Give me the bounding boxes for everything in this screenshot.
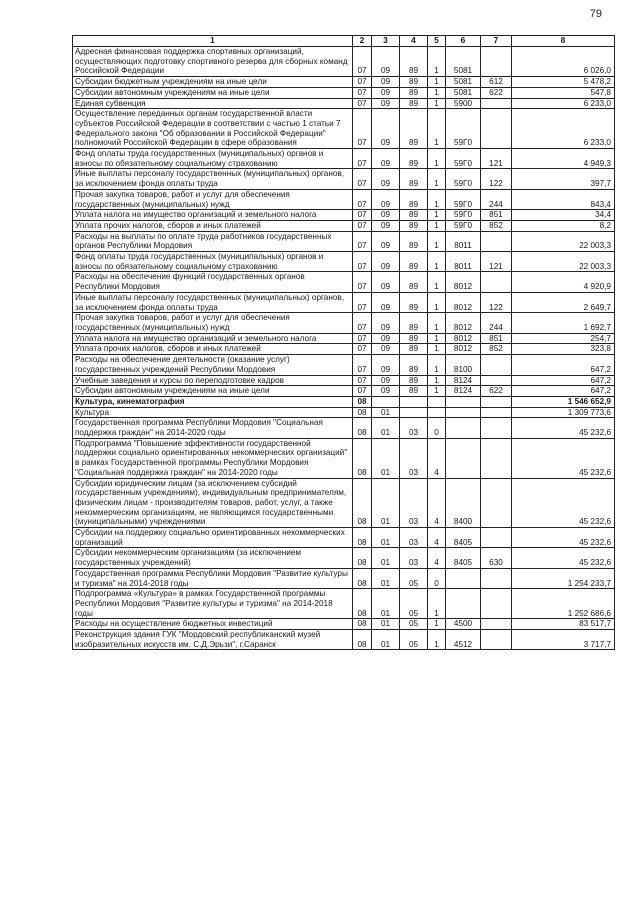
row-code-cell	[446, 396, 481, 407]
row-code-cell: 08	[353, 568, 372, 588]
row-name-cell: Субсидии автономным учреждениям на иные цели	[73, 87, 353, 98]
row-amount-cell: 45 232,6	[512, 418, 615, 438]
table-row	[73, 189, 615, 209]
row-amount-cell: 547,8	[512, 87, 615, 98]
header-cell: 5	[428, 36, 446, 47]
row-code-cell: 89	[400, 210, 428, 221]
table-row	[73, 396, 615, 407]
table-row	[73, 98, 615, 109]
row-code-cell: 1	[428, 109, 446, 149]
table-row	[73, 231, 615, 251]
row-code-cell: 07	[353, 47, 372, 77]
row-code-cell: 05	[400, 568, 428, 588]
row-code-cell: 07	[353, 149, 372, 169]
row-code-cell	[481, 355, 512, 375]
table-row	[73, 418, 615, 438]
row-code-cell	[428, 396, 446, 407]
row-code-cell: 8012	[446, 272, 481, 292]
row-code-cell: 121	[481, 149, 512, 169]
row-name-cell: Субсидии некоммерческим организациям (за исключением государственных учреждений)	[73, 548, 353, 568]
row-code-cell: 09	[372, 210, 400, 221]
row-amount-cell: 22 003,3	[512, 252, 615, 272]
row-code-cell: 5900	[446, 98, 481, 109]
row-code-cell: 630	[481, 548, 512, 568]
row-code-cell: 1	[428, 333, 446, 344]
row-code-cell: 1	[428, 386, 446, 397]
row-name-cell: Учебные заведения и курсы по переподготовке кадров	[73, 375, 353, 386]
row-name-cell: Подпрограмма "Повышение эффективности государственной поддержки социально ориентированных некоммерческих организаций" в рамках Государственной программы Республики Мордовия "Социальная поддержка граждан" на 2014-2020 годы	[73, 438, 353, 478]
row-code-cell: 07	[353, 313, 372, 333]
row-code-cell: 05	[400, 589, 428, 619]
row-code-cell	[481, 568, 512, 588]
row-name-cell: Государственная программа Республики Мордовия "Развитие культуры и туризма" на 2014-2018 годы	[73, 568, 353, 588]
row-name-cell: Прочая закупка товаров, работ и услуг для обеспечения государственных (муниципальных) нужд	[73, 313, 353, 333]
row-code-cell: 07	[353, 220, 372, 231]
row-code-cell	[481, 418, 512, 438]
row-code-cell: 07	[353, 252, 372, 272]
row-code-cell: 08	[353, 528, 372, 548]
row-amount-cell: 6 233,0	[512, 109, 615, 149]
row-code-cell	[481, 630, 512, 650]
row-code-cell: 01	[372, 548, 400, 568]
row-code-cell	[446, 418, 481, 438]
row-code-cell: 05	[400, 630, 428, 650]
row-code-cell: 07	[353, 109, 372, 149]
row-name-cell: Субсидии автономным учреждениям на иные цели	[73, 386, 353, 397]
row-code-cell: 07	[353, 231, 372, 251]
row-amount-cell: 647,2	[512, 355, 615, 375]
row-code-cell	[400, 396, 428, 407]
row-code-cell: 122	[481, 292, 512, 312]
row-code-cell: 07	[353, 344, 372, 355]
row-name-cell: Адресная финансовая поддержка спортивных организаций, осуществляющих подготовку спортивного резерва для сборных команд Российской Федерации	[73, 47, 353, 77]
row-name-cell: Единая субвенция	[73, 98, 353, 109]
row-code-cell: 89	[400, 47, 428, 77]
row-name-cell: Культура	[73, 407, 353, 418]
row-code-cell: 05	[400, 619, 428, 630]
row-code-cell	[481, 272, 512, 292]
header-cell: 3	[372, 36, 400, 47]
row-code-cell: 89	[400, 220, 428, 231]
table-row	[73, 292, 615, 312]
table-row	[73, 169, 615, 189]
row-name-cell: Расходы на обеспечение функций государственных органов Республики Мордовия	[73, 272, 353, 292]
row-code-cell: 59Г0	[446, 210, 481, 221]
row-code-cell: 1	[428, 252, 446, 272]
row-code-cell	[481, 619, 512, 630]
row-amount-cell: 1 254 233,7	[512, 568, 615, 588]
row-code-cell: 8011	[446, 231, 481, 251]
row-code-cell: 851	[481, 210, 512, 221]
row-amount-cell: 8,2	[512, 220, 615, 231]
row-code-cell	[481, 589, 512, 619]
row-code-cell: 5081	[446, 47, 481, 77]
row-code-cell: 09	[372, 292, 400, 312]
row-code-cell: 07	[353, 77, 372, 88]
row-name-cell: Фонд оплаты труда государственных (муниципальных) органов и взносы по обязательному социальному страхованию	[73, 252, 353, 272]
row-code-cell: 4	[428, 478, 446, 528]
row-code-cell: 89	[400, 252, 428, 272]
row-code-cell: 08	[353, 589, 372, 619]
row-code-cell: 8405	[446, 528, 481, 548]
row-amount-cell: 34,4	[512, 210, 615, 221]
row-code-cell: 59Г0	[446, 149, 481, 169]
row-code-cell: 09	[372, 355, 400, 375]
row-code-cell: 09	[372, 252, 400, 272]
row-code-cell: 59Г0	[446, 109, 481, 149]
row-name-cell: Расходы на обеспечение деятельности (оказание услуг) государственных учреждений Республики Мордовия	[73, 355, 353, 375]
row-code-cell	[481, 396, 512, 407]
row-code-cell	[481, 47, 512, 77]
row-code-cell: 09	[372, 231, 400, 251]
row-code-cell: 5081	[446, 87, 481, 98]
row-amount-cell: 45 232,6	[512, 548, 615, 568]
row-code-cell: 89	[400, 292, 428, 312]
table-row	[73, 87, 615, 98]
table-row	[73, 333, 615, 344]
row-code-cell: 622	[481, 386, 512, 397]
header-row	[73, 36, 615, 47]
row-name-cell: Расходы на осуществление бюджетных инвестиций	[73, 619, 353, 630]
row-code-cell: 8012	[446, 344, 481, 355]
row-code-cell	[446, 407, 481, 418]
row-code-cell: 09	[372, 149, 400, 169]
row-code-cell	[481, 98, 512, 109]
row-amount-cell: 4 949,3	[512, 149, 615, 169]
row-code-cell: 07	[353, 333, 372, 344]
row-amount-cell: 6 233,0	[512, 98, 615, 109]
row-amount-cell: 83 517,7	[512, 619, 615, 630]
row-amount-cell: 1 692,7	[512, 313, 615, 333]
row-name-cell: Государственная программа Республики Мордовия "Социальная поддержка граждан" на 2014-2020 годы	[73, 418, 353, 438]
row-code-cell: 244	[481, 313, 512, 333]
row-code-cell: 59Г0	[446, 220, 481, 231]
row-amount-cell: 254,7	[512, 333, 615, 344]
row-code-cell	[446, 568, 481, 588]
table-row	[73, 630, 615, 650]
row-code-cell: 07	[353, 189, 372, 209]
row-code-cell: 01	[372, 619, 400, 630]
row-code-cell: 08	[353, 418, 372, 438]
row-code-cell: 5081	[446, 77, 481, 88]
row-amount-cell: 843,4	[512, 189, 615, 209]
row-code-cell: 89	[400, 169, 428, 189]
row-code-cell: 01	[372, 478, 400, 528]
row-code-cell: 8400	[446, 478, 481, 528]
row-code-cell: 09	[372, 344, 400, 355]
table-row	[73, 355, 615, 375]
table-row	[73, 272, 615, 292]
row-code-cell: 08	[353, 630, 372, 650]
row-code-cell: 89	[400, 333, 428, 344]
row-code-cell: 1	[428, 313, 446, 333]
row-code-cell: 244	[481, 189, 512, 209]
row-amount-cell: 647,2	[512, 386, 615, 397]
row-amount-cell: 323,8	[512, 344, 615, 355]
row-code-cell: 89	[400, 386, 428, 397]
row-name-cell: Расходы на выплаты по оплате труда работников государственных органов Республики Мордовия	[73, 231, 353, 251]
row-name-cell: Иные выплаты персоналу государственных (муниципальных) органов, за исключением фонда оплаты труда	[73, 292, 353, 312]
row-code-cell: 07	[353, 98, 372, 109]
row-code-cell: 4	[428, 438, 446, 478]
row-code-cell: 89	[400, 344, 428, 355]
row-code-cell: 622	[481, 87, 512, 98]
row-code-cell: 09	[372, 109, 400, 149]
row-code-cell: 09	[372, 98, 400, 109]
row-code-cell: 89	[400, 109, 428, 149]
row-code-cell: 03	[400, 548, 428, 568]
row-code-cell: 4	[428, 548, 446, 568]
row-code-cell: 08	[353, 478, 372, 528]
row-code-cell: 07	[353, 272, 372, 292]
row-code-cell: 09	[372, 375, 400, 386]
row-code-cell: 1	[428, 355, 446, 375]
row-name-cell: Уплата налога на имущество организаций и земельного налога	[73, 333, 353, 344]
row-amount-cell: 2 649,7	[512, 292, 615, 312]
row-code-cell: 851	[481, 333, 512, 344]
row-name-cell: Субсидии бюджетным учреждениям на иные цели	[73, 77, 353, 88]
header-cell: 1	[73, 36, 353, 47]
table-row	[73, 109, 615, 149]
row-code-cell	[481, 375, 512, 386]
row-code-cell: 59Г0	[446, 169, 481, 189]
row-name-cell: Прочая закупка товаров, работ и услуг для обеспечения государственных (муниципальных) нужд	[73, 189, 353, 209]
row-code-cell: 1	[428, 619, 446, 630]
row-name-cell: Фонд оплаты труда государственных (муниципальных) органов и взносы по обязательному социальному страхованию	[73, 149, 353, 169]
row-code-cell: 01	[372, 630, 400, 650]
table-row	[73, 478, 615, 528]
row-code-cell: 89	[400, 272, 428, 292]
table-row	[73, 528, 615, 548]
row-code-cell: 1	[428, 169, 446, 189]
budget-table-container	[72, 35, 614, 650]
row-code-cell: 09	[372, 169, 400, 189]
row-code-cell	[400, 407, 428, 418]
row-code-cell: 1	[428, 47, 446, 77]
row-code-cell: 1	[428, 98, 446, 109]
row-code-cell: 01	[372, 438, 400, 478]
row-code-cell: 852	[481, 344, 512, 355]
row-code-cell: 8124	[446, 386, 481, 397]
row-code-cell: 01	[372, 407, 400, 418]
row-code-cell: 03	[400, 528, 428, 548]
row-code-cell: 8012	[446, 292, 481, 312]
row-code-cell: 89	[400, 98, 428, 109]
header-cell: 2	[353, 36, 372, 47]
row-code-cell: 09	[372, 220, 400, 231]
row-amount-cell: 1 309 773,6	[512, 407, 615, 418]
row-code-cell: 03	[400, 438, 428, 478]
row-code-cell: 09	[372, 333, 400, 344]
row-code-cell: 121	[481, 252, 512, 272]
row-code-cell: 852	[481, 220, 512, 231]
row-code-cell: 89	[400, 313, 428, 333]
row-amount-cell: 4 920,9	[512, 272, 615, 292]
row-name-cell: Уплата налога на имущество организаций и земельного налога	[73, 210, 353, 221]
row-code-cell: 89	[400, 355, 428, 375]
table-row	[73, 386, 615, 397]
row-code-cell: 89	[400, 189, 428, 209]
row-amount-cell: 5 478,2	[512, 77, 615, 88]
table-row	[73, 149, 615, 169]
row-code-cell: 8124	[446, 375, 481, 386]
row-code-cell: 1	[428, 189, 446, 209]
row-code-cell: 07	[353, 210, 372, 221]
row-name-cell: Уплата прочих налогов, сборов и иных платежей	[73, 344, 353, 355]
table-row	[73, 619, 615, 630]
row-code-cell: 09	[372, 47, 400, 77]
row-code-cell: 01	[372, 528, 400, 548]
row-amount-cell: 1 252 686,6	[512, 589, 615, 619]
row-name-cell: Иные выплаты персоналу государственных (муниципальных) органов, за исключением фонда оплаты труда	[73, 169, 353, 189]
row-amount-cell: 1 546 652,9	[512, 396, 615, 407]
row-amount-cell: 45 232,6	[512, 528, 615, 548]
row-code-cell	[481, 231, 512, 251]
row-code-cell	[481, 407, 512, 418]
row-code-cell: 1	[428, 589, 446, 619]
row-code-cell: 89	[400, 375, 428, 386]
row-code-cell: 01	[372, 418, 400, 438]
row-code-cell: 08	[353, 407, 372, 418]
table-row	[73, 344, 615, 355]
table-row	[73, 438, 615, 478]
row-code-cell: 09	[372, 313, 400, 333]
row-code-cell: 1	[428, 630, 446, 650]
row-code-cell: 4500	[446, 619, 481, 630]
row-code-cell: 1	[428, 292, 446, 312]
row-code-cell: 07	[353, 292, 372, 312]
row-code-cell: 07	[353, 355, 372, 375]
row-code-cell: 89	[400, 77, 428, 88]
table-row	[73, 568, 615, 588]
row-code-cell: 8011	[446, 252, 481, 272]
row-code-cell: 59Г0	[446, 189, 481, 209]
row-name-cell: Уплата прочих налогов, сборов и иных платежей	[73, 220, 353, 231]
row-code-cell	[481, 109, 512, 149]
header-cell: 8	[512, 36, 615, 47]
row-code-cell: 09	[372, 272, 400, 292]
budget-table	[72, 35, 615, 650]
row-code-cell: 09	[372, 189, 400, 209]
row-code-cell: 4512	[446, 630, 481, 650]
row-code-cell: 89	[400, 231, 428, 251]
row-code-cell: 8405	[446, 548, 481, 568]
table-body	[73, 47, 615, 650]
table-row	[73, 313, 615, 333]
row-code-cell: 09	[372, 87, 400, 98]
row-code-cell: 1	[428, 272, 446, 292]
row-name-cell: Подпрограмма «Культура» в рамках Государственной программы Республики Мордовия "Развитие культуры и туризма" на 2014-2018 годы	[73, 589, 353, 619]
row-name-cell: Реконструкция здания ГУК "Мордовский республиканский музей изобразительных искусств им. С.Д.Эрьзи", г.Саранск	[73, 630, 353, 650]
row-code-cell: 0	[428, 418, 446, 438]
row-code-cell: 01	[372, 568, 400, 588]
row-amount-cell: 6 026,0	[512, 47, 615, 77]
row-code-cell: 4	[428, 528, 446, 548]
header-cell: 4	[400, 36, 428, 47]
row-code-cell: 08	[353, 548, 372, 568]
row-code-cell: 08	[353, 438, 372, 478]
table-row	[73, 407, 615, 418]
table-row	[73, 589, 615, 619]
row-amount-cell: 45 232,6	[512, 478, 615, 528]
row-code-cell: 1	[428, 344, 446, 355]
row-name-cell: Культура, кинематография	[73, 396, 353, 407]
row-code-cell: 1	[428, 87, 446, 98]
row-amount-cell: 3 717,7	[512, 630, 615, 650]
row-code-cell	[481, 438, 512, 478]
row-code-cell: 1	[428, 149, 446, 169]
row-code-cell: 03	[400, 418, 428, 438]
page-number: 79	[589, 8, 602, 20]
header-cell: 6	[446, 36, 481, 47]
row-code-cell: 89	[400, 149, 428, 169]
row-amount-cell: 45 232,6	[512, 438, 615, 478]
table-row	[73, 375, 615, 386]
row-code-cell: 1	[428, 231, 446, 251]
row-code-cell: 03	[400, 478, 428, 528]
header-cell: 7	[481, 36, 512, 47]
row-code-cell: 1	[428, 220, 446, 231]
table-row	[73, 220, 615, 231]
row-amount-cell: 397,7	[512, 169, 615, 189]
row-code-cell: 612	[481, 77, 512, 88]
row-code-cell: 09	[372, 386, 400, 397]
row-code-cell: 09	[372, 77, 400, 88]
table-row	[73, 210, 615, 221]
row-code-cell: 07	[353, 169, 372, 189]
row-code-cell: 1	[428, 375, 446, 386]
table-row	[73, 47, 615, 77]
row-code-cell	[428, 407, 446, 418]
row-code-cell: 07	[353, 375, 372, 386]
row-code-cell: 89	[400, 87, 428, 98]
row-code-cell	[481, 478, 512, 528]
row-code-cell: 122	[481, 169, 512, 189]
row-code-cell: 07	[353, 87, 372, 98]
row-code-cell	[372, 396, 400, 407]
row-code-cell: 1	[428, 210, 446, 221]
row-code-cell: 01	[372, 589, 400, 619]
row-amount-cell: 22 003,3	[512, 231, 615, 251]
row-code-cell: 07	[353, 386, 372, 397]
row-code-cell: 8012	[446, 333, 481, 344]
row-code-cell: 08	[353, 396, 372, 407]
row-code-cell	[446, 438, 481, 478]
table-row	[73, 548, 615, 568]
row-name-cell: Осуществление переданных органам государственной власти субъектов Российской Федерации в соответствии с частью 1 статьи 7 Федерального закона "Об образовании в Российской Федерации" полномочий Российской Федерации в сфере образования	[73, 109, 353, 149]
row-code-cell: 08	[353, 619, 372, 630]
table-row	[73, 252, 615, 272]
row-code-cell	[446, 589, 481, 619]
row-code-cell	[481, 528, 512, 548]
row-amount-cell: 647,2	[512, 375, 615, 386]
row-code-cell: 8012	[446, 313, 481, 333]
row-code-cell: 0	[428, 568, 446, 588]
row-name-cell: Субсидии на поддержку социально ориентированных некоммерческих организаций	[73, 528, 353, 548]
row-code-cell: 1	[428, 77, 446, 88]
row-name-cell: Субсидии юридическим лицам (за исключением субсидий государственным учреждениям), индивидуальным предпринимателям, физическим лицам - производителям товаров, работ, услуг, а также некоммерческим организациям, не являющимся государственными (муниципальными) учреждениями	[73, 478, 353, 528]
table-row	[73, 77, 615, 88]
row-code-cell: 8100	[446, 355, 481, 375]
